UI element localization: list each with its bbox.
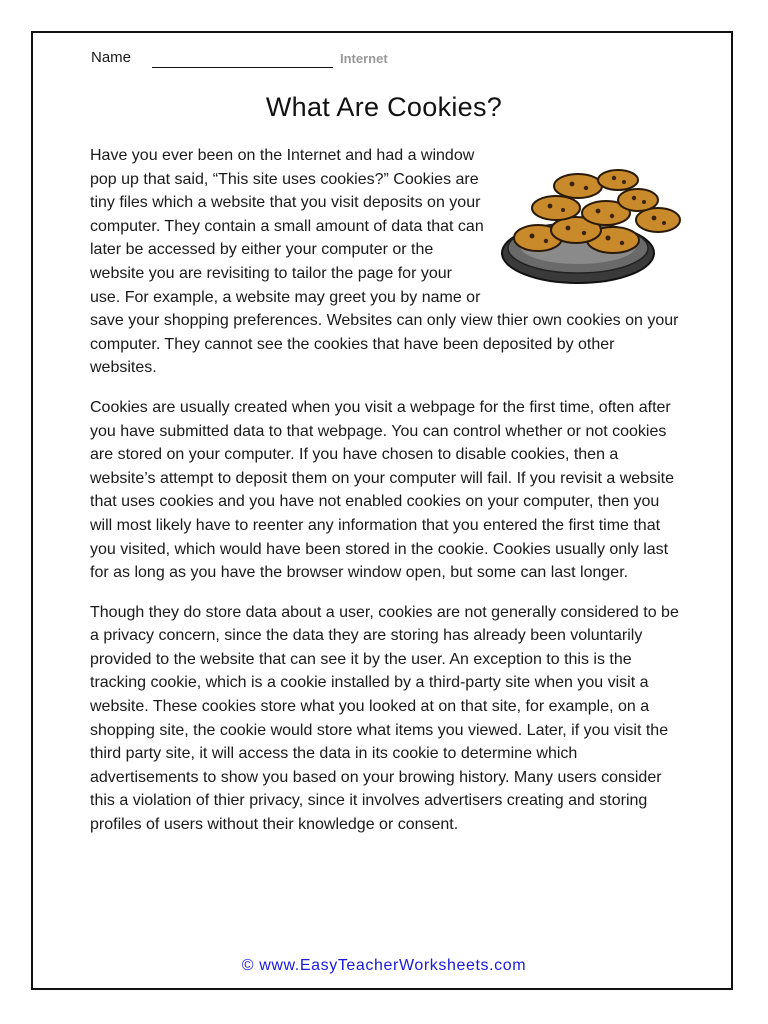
paragraph: Though they do store data about a user, cookies are not generally considered to be a privacy concern, since the data they are storing has already been voluntarily provided to the website that can see it by the user. An exception to this is the tracking cookie, which is a cookie installed by a third-party site when you visit a website. These cookies store what you looked at on that site, for example, on a shopping site, the cookie would store what items you viewed. Later, if you visit the third party site, it will access the data in its cookie to determine which advertisements to show you based on your browing history. Many users consider this a violation of thier privacy, since it involves advertisers creating and storing profiles of users without their knowledge or consent. [90,603,679,834]
plate-of-cookies-icon [498,158,688,286]
paragraph: Cookies are usually created when you visit a webpage for the first time, often after you have submitted data to that webpage. You can control whether or not cookies are stored on your computer. If you have chosen to disable cookies, then a website’s attempt to deposit them on your computer will fail. If you revisit a website that uses cookies and you have not enabled cookies on your computer, then you will most likely have to reenter any information that you entered the first time that you visited, which would have been stored in the cookie. Cookies usually only last for as long as you have the browser window open, but some can last longer. [90,398,674,582]
page-title: What Are Cookies? [265,92,503,122]
article-body [90,144,680,853]
name-label: Name [91,49,132,66]
subject-label: Internet [340,51,388,66]
footer-copyright-link[interactable]: © www.EasyTeacherWorksheets.com [241,957,527,974]
paragraph: Have you ever been on the Internet and had a window pop up that said, “This site uses cookies?” Cookies are tiny files which a website that you visit deposits on your computer. They contain a small amount of data that can later be accessed by either your computer or the website you are revisiting to tailor the page for your use. For example, a website may greet you by name or save your shopping preferences. Websites can only view thier own cookies on your computer. They cannot see the cookies that have been deposited by other websites. [90,147,679,377]
name-entry-line [152,67,333,68]
